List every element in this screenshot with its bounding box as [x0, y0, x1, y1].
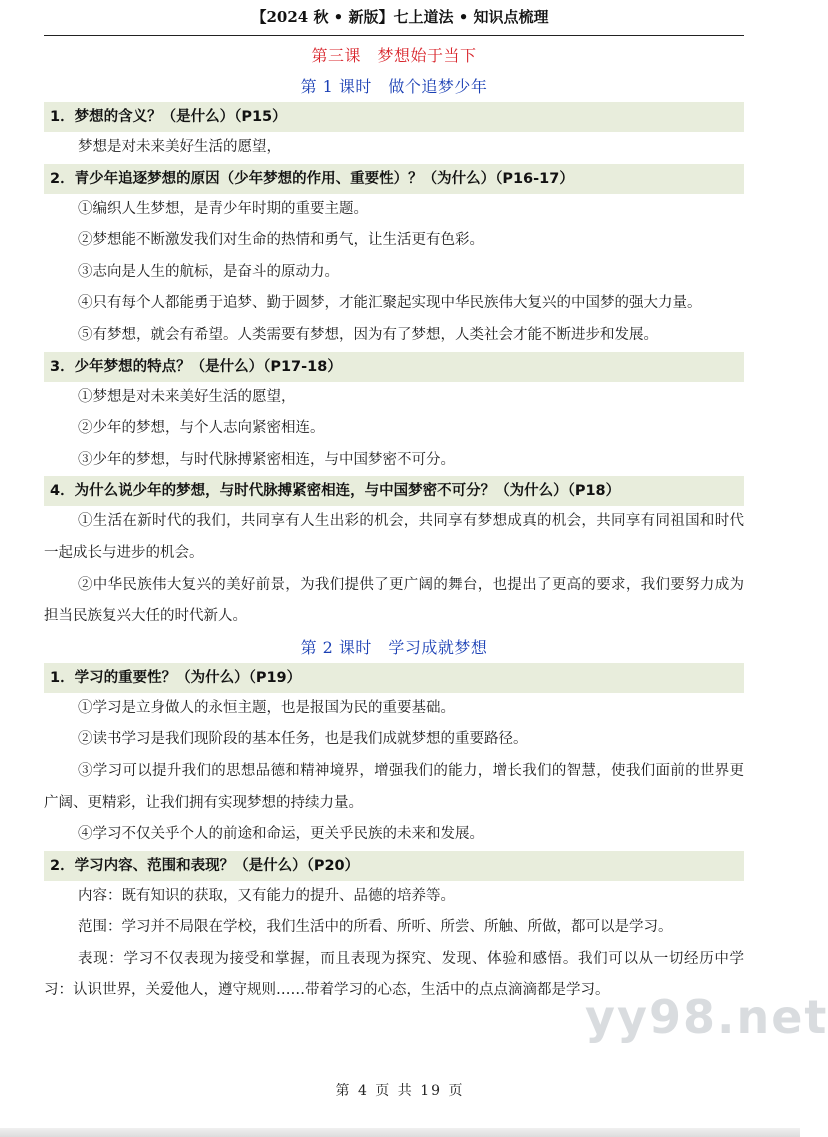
period-2-title: 第 2 课时 学习成就梦想	[300, 637, 488, 657]
answer-line: 范围：学习并不局限在学校，我们生活中的所看、所听、所尝、所触、所做，都可以是学习。	[78, 919, 673, 936]
answer-line: ①梦想是对未来美好生活的愿望，	[78, 388, 296, 405]
answer-line: ②读书学习是我们现阶段的基本任务，也是我们成就梦想的重要路径。	[78, 731, 528, 748]
question-block	[44, 164, 744, 352]
question-heading: 4．为什么说少年的梦想，与时代脉搏紧密相连，与中国梦密不可分？（为什么）（P18）	[44, 476, 744, 506]
period-2-sections	[44, 663, 744, 1007]
question-heading: 3．少年梦想的特点？（是什么）（P17-18）	[44, 352, 744, 382]
lesson-title: 第三课 梦想始于当下	[311, 46, 477, 65]
answer-line: ①编织人生梦想，是青少年时期的重要主题。	[78, 200, 368, 217]
question-block	[44, 663, 744, 851]
answer-line: ③志向是人生的航标，是奋斗的原动力。	[78, 263, 339, 280]
answer-line: ④只有每个人都能勇于追梦、勤于圆梦，才能汇聚起实现中华民族伟大复兴的中国梦的强大力量。	[78, 295, 702, 312]
question-block	[44, 476, 744, 632]
question-block	[44, 851, 744, 1007]
answer-line: ②少年的梦想，与个人志向紧密相连。	[78, 420, 325, 437]
answer-line: ③少年的梦想，与时代脉搏紧密相连，与中国梦密不可分。	[78, 451, 455, 468]
question-heading: 1．梦想的含义？（是什么）（P15）	[44, 102, 744, 132]
answer-line: ①生活在新时代的我们，共同享有人生出彩的机会，共同享有梦想成真的机会，共同享有同祖国和时代一起成长与进步的机会。	[44, 513, 744, 561]
bottom-edge	[0, 1128, 800, 1137]
watermark-logo: yy98.net	[585, 990, 828, 1044]
page-content	[44, 40, 744, 1007]
question-block	[44, 352, 744, 477]
header-divider	[44, 35, 744, 36]
answer-line: ②中华民族伟大复兴的美好前景，为我们提供了更广阔的舞台，也提出了更高的要求，我们要努力成为担当民族复兴大任的时代新人。	[44, 576, 744, 625]
question-heading: 1．学习的重要性？（为什么）（P19）	[44, 663, 744, 693]
answer-line: ②梦想能不断激发我们对生命的热情和勇气，让生活更有色彩。	[78, 232, 484, 249]
page-number: 第 4 页 共 19 页	[335, 1083, 465, 1099]
question-heading: 2．青少年追逐梦想的原因（少年梦想的作用、重要性）？（为什么）（P16-17）	[44, 164, 744, 194]
answer-line: ⑤有梦想，就会有希望。人类需要有梦想，因为有了梦想，人类社会才能不断进步和发展。	[78, 326, 658, 343]
question-heading: 2．学习内容、范围和表现？（是什么）（P20）	[44, 851, 744, 881]
period-1-title: 第 1 课时 做个追梦少年	[300, 77, 488, 96]
answer-line: ③学习可以提升我们的思想品德和精神境界，增强我们的能力，增长我们的智慧，使我们面前的世界更广阔、更精彩，让我们拥有实现梦想的持续力量。	[44, 762, 744, 811]
period-1-sections	[44, 102, 744, 633]
answer-line: ①学习是立身做人的永恒主题，也是报国为民的重要基础。	[78, 699, 455, 716]
answer-line: 表现：学习不仅表现为接受和掌握，而且表现为探究、发现、体验和感悟。我们可以从一切经历中学习：认识世界，关爱他人，遵守规则……带着学习的心态，生活中的点点滴滴都是学习。	[44, 950, 744, 999]
answer-line: 梦想是对未来美好生活的愿望，	[78, 139, 281, 155]
answer-line: ④学习不仅关乎个人的前途和命运，更关乎民族的未来和发展。	[78, 826, 484, 843]
question-block	[44, 102, 744, 164]
header-title: 【2024 秋 • 新版】七上道法 • 知识点梳理	[251, 8, 549, 26]
answer-line: 内容：既有知识的获取，又有能力的提升、品德的培养等。	[78, 887, 455, 904]
